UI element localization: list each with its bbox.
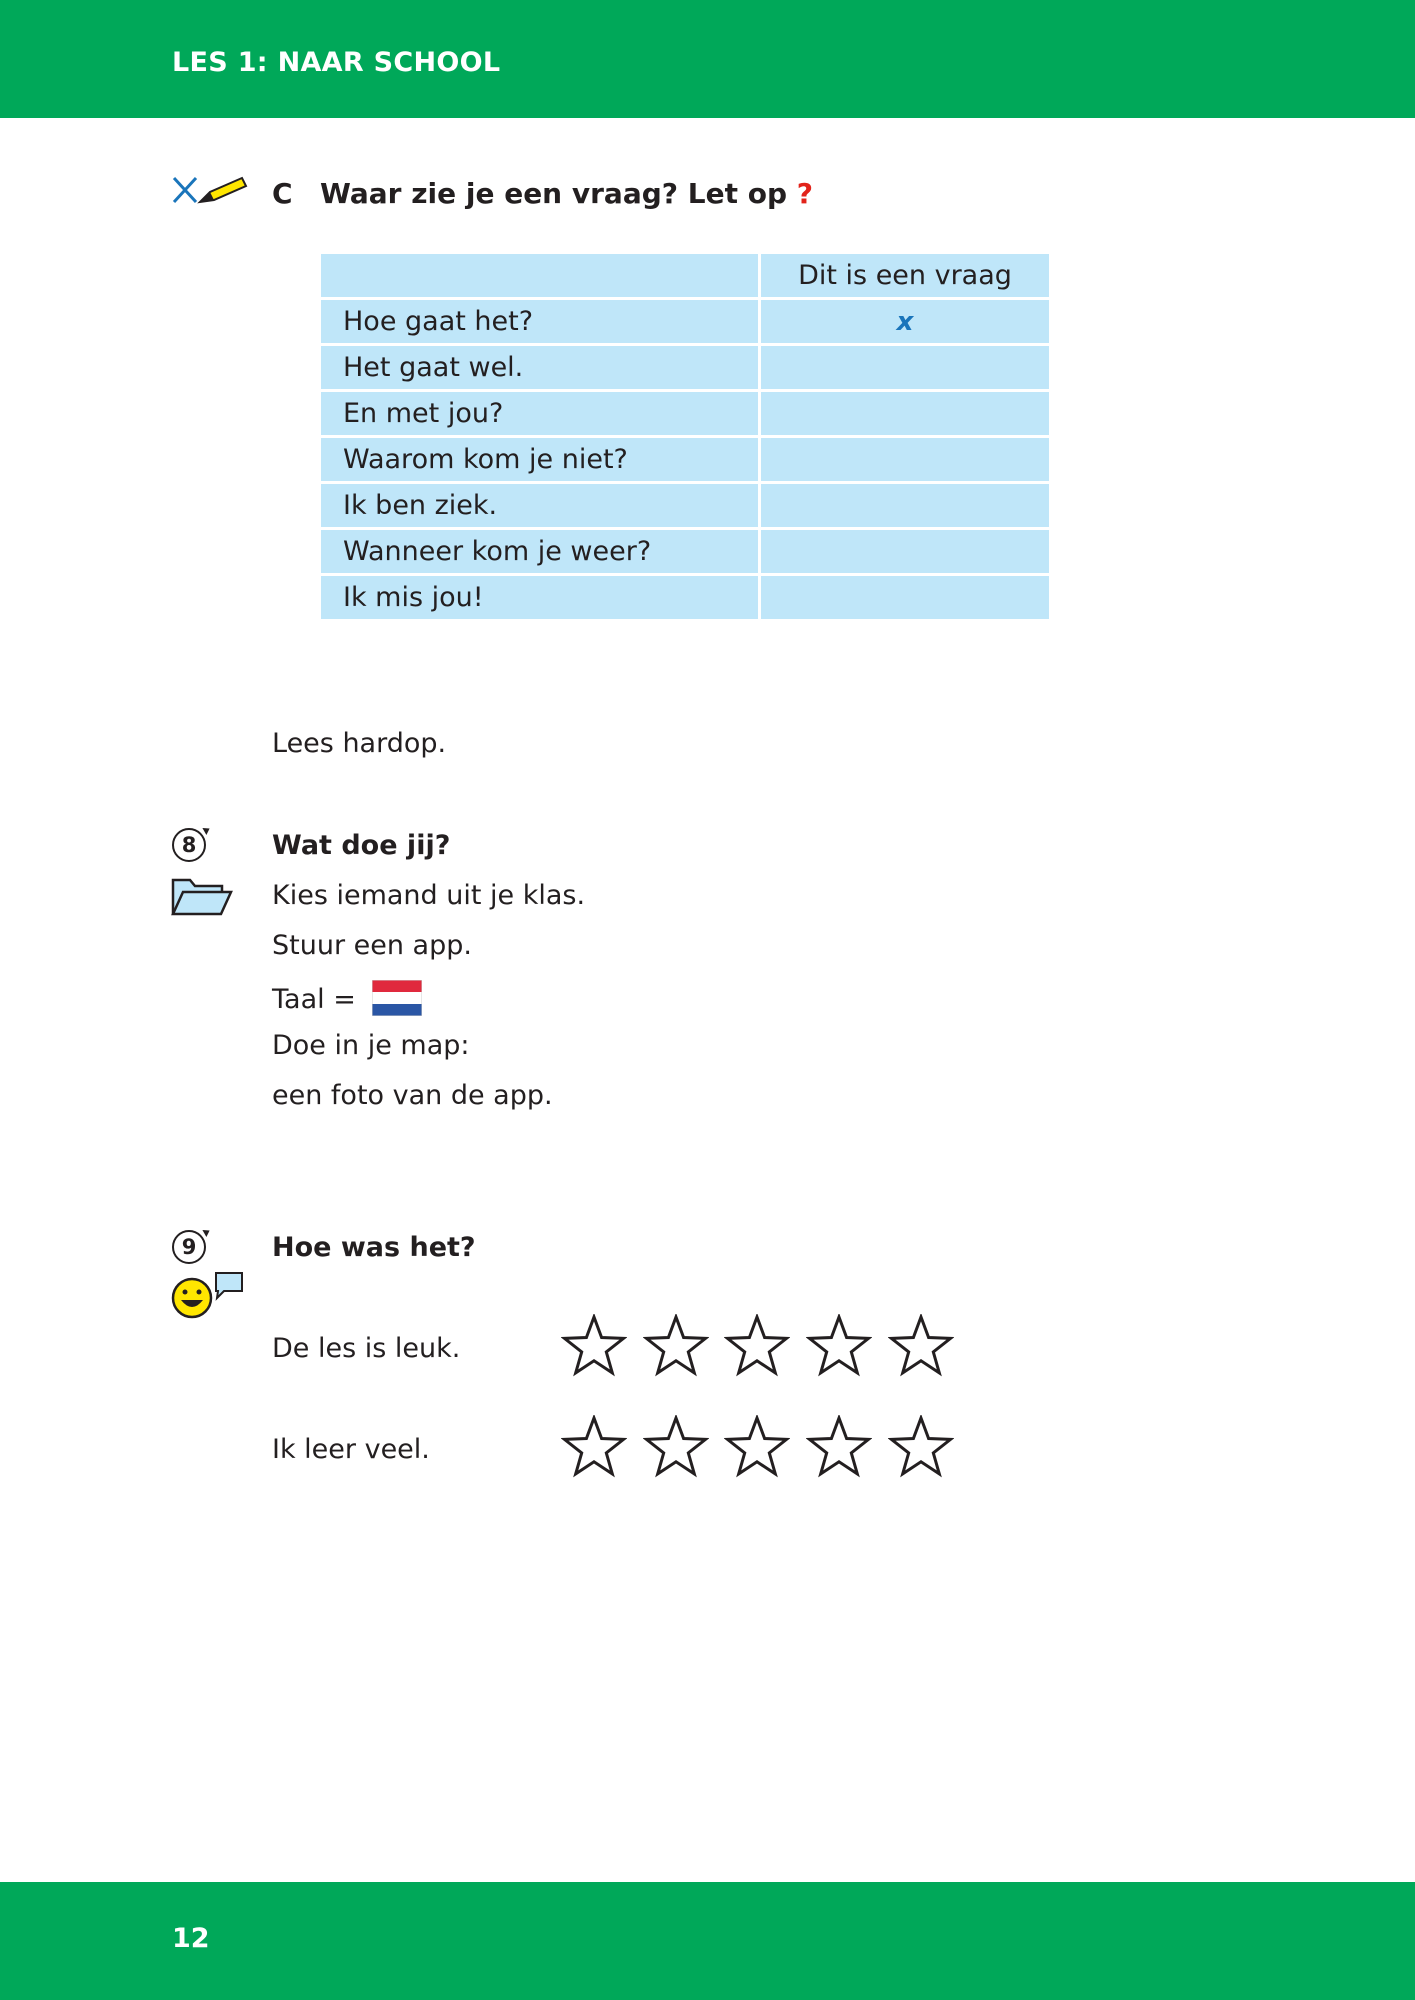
question-mark-highlight: ? <box>796 177 813 210</box>
rating-star[interactable] <box>561 1314 627 1380</box>
table-row <box>320 345 1051 391</box>
table-row <box>320 529 1051 575</box>
table-row <box>320 575 1051 621</box>
answer-cell[interactable] <box>760 529 1051 575</box>
rating-star[interactable] <box>888 1415 954 1481</box>
table-row <box>320 437 1051 483</box>
rating-star[interactable] <box>643 1314 709 1380</box>
read-aloud-instruction: Lees hardop. <box>272 728 447 759</box>
answer-cell[interactable] <box>760 345 1051 391</box>
exercise-number: 8 <box>181 833 197 857</box>
smiley-speech-icon <box>170 1270 246 1322</box>
table-row <box>320 391 1051 437</box>
pencil-icon <box>196 174 248 208</box>
sentence-cell: Wanneer kom je weer? <box>320 529 760 575</box>
rating-statement: Ik leer veel. <box>272 1434 430 1465</box>
sentence-cell: Waarom kom je niet? <box>320 437 760 483</box>
exercise-8-title: Wat doe jij? <box>272 830 451 861</box>
exercise-c-title <box>320 177 813 210</box>
answer-cell[interactable] <box>760 437 1051 483</box>
exercise-8-line: Stuur een app. <box>272 930 472 961</box>
exercise-8-line: Doe in je map: <box>272 1030 470 1061</box>
exercise-8-line: Taal = <box>272 984 356 1015</box>
page-number: 12 <box>172 1923 210 1954</box>
exercise-number: 9 <box>181 1235 197 1259</box>
answer-cell[interactable] <box>760 483 1051 529</box>
rating-statement: De les is leuk. <box>272 1333 461 1364</box>
table-row <box>320 483 1051 529</box>
rating-star[interactable] <box>643 1415 709 1481</box>
check-mark: x <box>896 307 914 337</box>
table-header-label: Dit is een vraag <box>760 253 1051 299</box>
repeat-number-icon <box>172 1230 206 1264</box>
exercise-8-line: een foto van de app. <box>272 1080 553 1111</box>
rating-star[interactable] <box>561 1415 627 1481</box>
rating-star[interactable] <box>724 1415 790 1481</box>
footer-band <box>0 1882 1415 2000</box>
table-header-row <box>320 253 1051 299</box>
exercise-9-title: Hoe was het? <box>272 1232 476 1263</box>
exercise-8-line: Kies iemand uit je klas. <box>272 880 586 911</box>
sentence-cell: En met jou? <box>320 391 760 437</box>
answer-cell[interactable] <box>760 299 1051 345</box>
rating-star[interactable] <box>724 1314 790 1380</box>
sentence-cell: Ik ben ziek. <box>320 483 760 529</box>
folder-icon <box>170 874 234 918</box>
sentence-cell: Het gaat wel. <box>320 345 760 391</box>
exercise-8-language-line <box>272 980 422 1016</box>
dutch-flag-icon <box>372 980 422 1016</box>
table-row <box>320 299 1051 345</box>
exercise-c-title-text: Waar zie je een vraag? Let op <box>320 177 787 210</box>
question-table <box>318 251 1052 622</box>
answer-cell[interactable] <box>760 575 1051 621</box>
repeat-number-icon <box>172 828 206 862</box>
sentence-cell: Hoe gaat het? <box>320 299 760 345</box>
exercise-letter: C <box>272 177 293 210</box>
sentence-cell: Ik mis jou! <box>320 575 760 621</box>
rating-star[interactable] <box>806 1314 872 1380</box>
table-header-empty <box>320 253 760 299</box>
rating-star[interactable] <box>888 1314 954 1380</box>
page-header-title: LES 1: NAAR SCHOOL <box>172 47 501 78</box>
rating-star[interactable] <box>806 1415 872 1481</box>
answer-cell[interactable] <box>760 391 1051 437</box>
